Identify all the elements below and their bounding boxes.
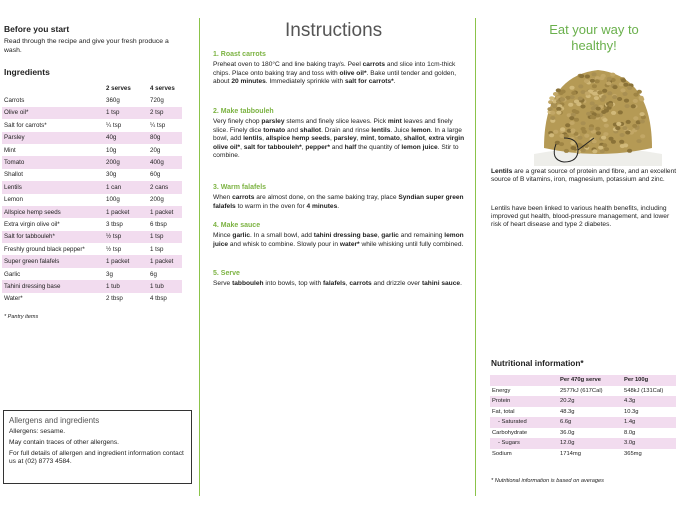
ingredient-row: [2, 218, 182, 230]
lentils-text: Lentils are a great source of protein and fibre, and an excellent source of B vitamins, iron, magnesium, potassium and zinc.: [491, 168, 677, 183]
qty-2-serves: 10g: [106, 146, 117, 154]
qty-2-serves: 360g: [106, 97, 120, 105]
qty-4-serves: ¼ tsp: [150, 121, 166, 129]
qty-4-serves: 400g: [148, 156, 182, 168]
qty-4-serves: 60g: [150, 171, 161, 179]
step-heading: 3. Warm falafels: [213, 184, 267, 191]
ingredient-name: Shallot: [4, 171, 23, 179]
step-3: [213, 184, 465, 211]
allergens-line: Allergens: sesame.: [9, 428, 66, 435]
per-100g-value: 3.0g: [622, 438, 676, 449]
qty-4-serves: 200g: [150, 196, 164, 204]
nutrient-name: Sodium: [492, 450, 512, 457]
ingredient-row: [2, 280, 182, 292]
divider-right: [475, 18, 476, 496]
ingredients-heading: Ingredients: [4, 67, 50, 77]
ingredient-name: Lemon: [4, 196, 23, 204]
ingredient-row: [2, 169, 182, 181]
ingredient-row: [2, 194, 182, 206]
ingredient-name: Salt for tabbouleh*: [2, 231, 104, 243]
qty-2-serves: ½ tsp: [104, 231, 148, 243]
per-100g-value: 8.0g: [624, 429, 636, 436]
step-heading: 2. Make tabbouleh: [213, 108, 274, 115]
allergens-line: May contain traces of other allergens.: [9, 439, 119, 446]
ingredient-row: [2, 119, 182, 131]
qty-4-serves: 1 packet: [148, 255, 182, 267]
qty-4-serves: 2 cans: [148, 181, 182, 193]
ingredient-name: Extra virgin olive oil*: [4, 220, 60, 228]
before-heading: Before you start: [4, 24, 70, 34]
qty-4-serves: 4 tbsp: [150, 295, 167, 303]
per-serve-value: 12.0g: [558, 438, 622, 449]
nutrient-name: Carbohydrate: [492, 429, 528, 436]
qty-4-serves: 1 packet: [148, 206, 182, 218]
nutrient-name: Energy: [492, 387, 511, 394]
qty-2-serves: 1 can: [104, 181, 148, 193]
ingredient-name: Parsley: [2, 132, 104, 144]
qty-2-serves: 30g: [106, 171, 117, 179]
qty-2-serves: 2 tbsp: [106, 295, 123, 303]
divider-left: [199, 18, 200, 496]
ingredient-name: Allspice hemp seeds: [2, 206, 104, 218]
ingredient-name: Super green falafels: [2, 255, 104, 267]
header-cell: [2, 82, 104, 94]
nutrient-name: - Saturated: [490, 417, 558, 428]
nutrient-name: Fat, total: [492, 408, 515, 415]
qty-2-serves: 1 packet: [104, 255, 148, 267]
before-text: Read through the recipe and give your fresh produce a wash.: [4, 38, 169, 54]
nutrition-header-row: [490, 375, 676, 386]
per-serve-value: 2577kJ (617Cal): [560, 387, 603, 394]
ingredients-header-row: [2, 82, 182, 94]
per-100g-value: 1.4g: [622, 417, 676, 428]
ingredient-name: Salt for carrots*: [4, 121, 47, 129]
eat-healthy-title: Eat your way to healthy!: [549, 22, 639, 53]
step-body: Very finely chop parsley stems and finely slice leaves. Pick mint leaves and finely slice. Finely dice tomato and shallot. Drain and rinse lentils. Juice lemon. In a large bowl, add lentils, allspice hemp seeds, parsley, mint, tomato, shallot, extra virgin olive oil*, salt for tabbouleh*, pepper* and half the quantity of lemon juice. Stir to combine.: [213, 118, 465, 159]
ingredient-name: Lentils: [2, 181, 104, 193]
per-100g-value: 365mg: [624, 450, 642, 457]
ingredient-row: [2, 132, 182, 144]
step-heading: 1. Roast carrots: [213, 51, 266, 58]
nutrition-row: [490, 449, 676, 460]
nutrient-name: - Sugars: [490, 438, 558, 449]
per-serve-value: 20.2g: [558, 396, 622, 407]
qty-2-serves: 200g: [104, 156, 148, 168]
qty-2-serves: 3 tbsp: [106, 220, 123, 228]
ingredient-row: [2, 231, 182, 243]
header-per-100g: Per 100g: [622, 375, 676, 386]
nutrition-row: [490, 438, 676, 449]
per-serve-value: 1714mg: [560, 450, 581, 457]
step-heading: 4. Make sauce: [213, 222, 261, 229]
qty-4-serves: 20g: [150, 146, 161, 154]
qty-4-serves: 80g: [148, 132, 182, 144]
header-4-serves: 4 serves: [150, 84, 175, 92]
per-serve-value: 6.6g: [558, 417, 622, 428]
per-100g-value: 548kJ (131Cal): [624, 387, 664, 394]
qty-2-serves: ¼ tsp: [106, 121, 122, 129]
nutrition-row: [490, 428, 676, 439]
ingredient-name: Olive oil*: [2, 107, 104, 119]
step-5: [213, 270, 465, 289]
ingredient-name: Carrots: [4, 97, 25, 105]
header-2-serves: 2 serves: [106, 84, 131, 92]
per-100g-value: 10.3g: [624, 408, 639, 415]
step-heading: 5. Serve: [213, 270, 240, 277]
ingredient-row: [2, 107, 182, 119]
benefits-text: Lentils have been linked to various health benefits, including improved gut health, blood-pressure management, and lower risk of heart disease and type 2 diabetes.: [491, 205, 670, 228]
ingredient-name: Mint: [4, 146, 16, 154]
qty-2-serves: 1 tub: [104, 280, 148, 292]
step-body: Serve tabbouleh into bowls, top with falafels, carrots and drizzle over tahini sauce.: [213, 280, 462, 287]
allergens-title: Allergens and ingredients: [9, 416, 100, 425]
step-body: Mince garlic. In a small bowl, add tahini dressing base, garlic and remaining lemon juice and whisk to combine. Slowly pour in water* while whisking until fully combined.: [213, 232, 464, 248]
ingredient-name: Garlic: [4, 270, 21, 278]
qty-4-serves: 1 tsp: [150, 245, 164, 253]
per-serve-value: 48.3g: [560, 408, 575, 415]
ingredient-row: [2, 156, 182, 168]
ingredient-name: Water*: [4, 295, 23, 303]
nutrient-name: Protein: [490, 396, 558, 407]
ingredient-row: [2, 94, 182, 106]
pantry-note: * Pantry items: [4, 314, 39, 320]
ingredient-name: Freshly ground black pepper*: [4, 245, 85, 253]
qty-2-serves: 1 tsp: [104, 107, 148, 119]
step-body: When carrots are almost done, on the same baking tray, place Syndian super green falafels to warm in the oven for 4 minutes.: [213, 194, 464, 210]
qty-2-serves: 3g: [106, 270, 113, 278]
per-serve-value: 36.0g: [560, 429, 575, 436]
qty-2-serves: ½ tsp: [106, 245, 122, 253]
nutrition-row: [490, 407, 676, 418]
nutrition-table: [490, 375, 676, 459]
ingredient-row: [2, 293, 182, 305]
nutrition-row: [490, 396, 676, 407]
qty-4-serves: 2 tsp: [148, 107, 182, 119]
ingredient-row: [2, 243, 182, 255]
qty-4-serves: 6 tbsp: [150, 220, 167, 228]
qty-4-serves: 1 tsp: [148, 231, 182, 243]
step-body: Preheat oven to 180°C and line baking tray/s. Peel carrots and slice into 1cm-thick chips. Place onto baking tray and toss with olive oil*. Bake until tender and golden, about 20 minutes. Immediately sprinkle with salt for carrots*.: [213, 61, 457, 85]
qty-4-serves: 6g: [150, 270, 157, 278]
qty-4-serves: 720g: [150, 97, 164, 105]
ingredient-row: [2, 206, 182, 218]
instructions-title: Instructions: [285, 20, 383, 41]
qty-2-serves: 1 packet: [104, 206, 148, 218]
allergens-box: [3, 410, 192, 484]
header-per-serve: Per 470g serve: [558, 375, 622, 386]
lentils-image: [534, 58, 662, 166]
ingredient-name: Tomato: [2, 156, 104, 168]
allergens-line: For full details of allergen and ingredient information contact us at (02) 8773 4584.: [9, 450, 184, 465]
header-cell: [490, 375, 558, 386]
nutrition-row: [490, 417, 676, 428]
ingredient-row: [2, 268, 182, 280]
ingredient-row: [2, 144, 182, 156]
ingredient-row: [2, 181, 182, 193]
ingredient-name: Tahini dressing base: [2, 280, 104, 292]
step-1: [213, 51, 465, 87]
qty-4-serves: 1 tub: [148, 280, 182, 292]
nutrition-heading: Nutritional information*: [491, 358, 584, 368]
ingredients-table: [2, 82, 182, 305]
qty-2-serves: 40g: [104, 132, 148, 144]
nutrition-note: * Nutritional information is based on averages: [491, 478, 604, 484]
step-2: [213, 108, 465, 161]
per-100g-value: 4.3g: [622, 396, 676, 407]
ingredient-row: [2, 255, 182, 267]
nutrition-row: [490, 386, 676, 397]
step-4: [213, 222, 465, 249]
qty-2-serves: 100g: [106, 196, 120, 204]
